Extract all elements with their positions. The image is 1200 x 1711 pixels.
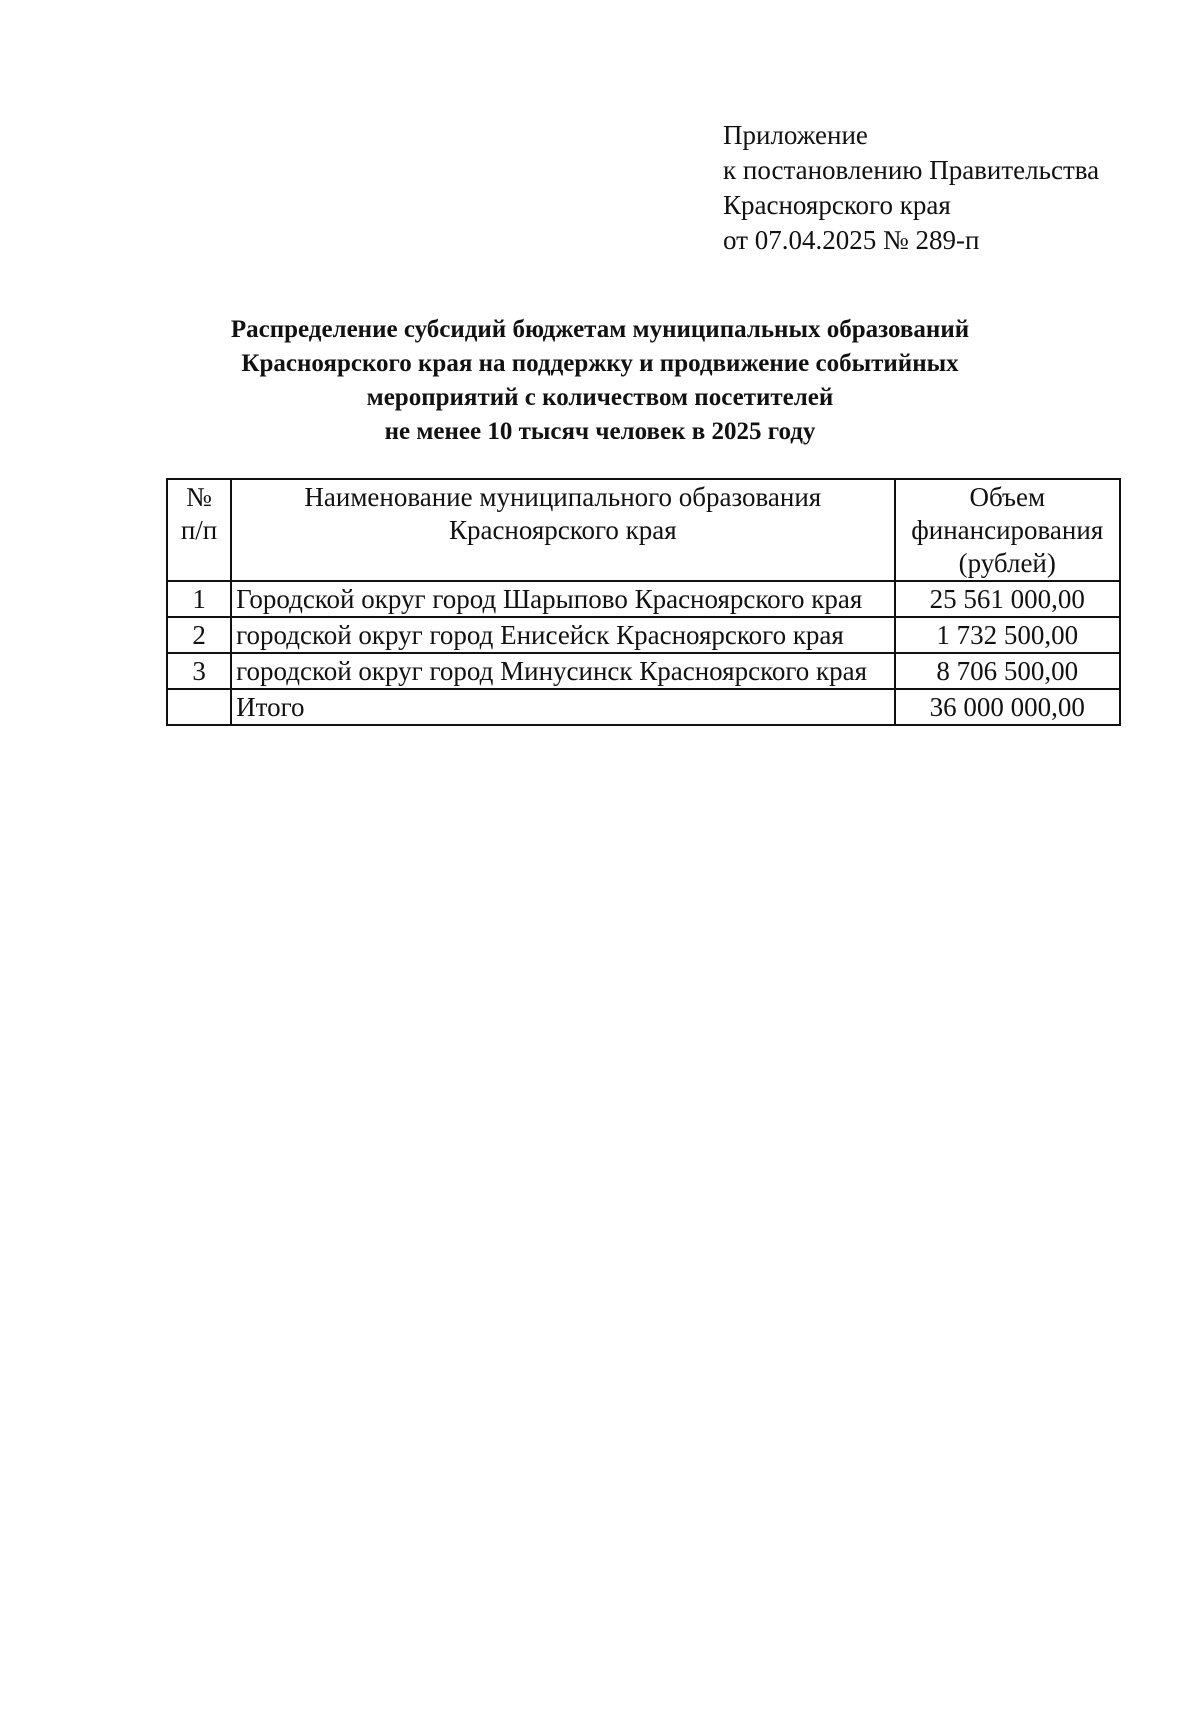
row-amount: 8 706 500,00 [895, 653, 1120, 689]
header-number-line-2: п/п [180, 515, 218, 545]
total-label: Итого [231, 689, 894, 725]
total-amount: 36 000 000,00 [895, 689, 1120, 725]
header-amount [895, 479, 1120, 581]
header-municipality-line-1: Наименование муниципального образования [304, 482, 822, 512]
title-line-4: не менее 10 тысяч человек в 2025 году [384, 418, 816, 445]
header-number-line-1: № [186, 482, 212, 512]
header-amount-line-3: (рублей) [958, 548, 1056, 578]
row-municipality: городской округ город Енисейск Красноярского края [231, 617, 894, 653]
row-amount: 25 561 000,00 [895, 581, 1120, 617]
row-number: 3 [167, 653, 231, 689]
document-title [150, 313, 1050, 449]
table-row [167, 617, 1120, 653]
annex-line-1: Приложение [723, 120, 868, 150]
header-number [167, 479, 231, 581]
row-municipality: городской округ город Минусинск Красноярского края [231, 653, 894, 689]
title-line-3: мероприятий с количеством посетителей [366, 384, 834, 411]
table-total-row [167, 689, 1120, 725]
table-row [167, 653, 1120, 689]
title-line-1: Распределение субсидий бюджетам муниципальных образований [230, 316, 970, 343]
total-number [167, 689, 231, 725]
row-number: 2 [167, 617, 231, 653]
header-municipality-line-2: Красноярского края [448, 515, 677, 545]
annex-line-3: Красноярского края [723, 190, 951, 220]
row-number: 1 [167, 581, 231, 617]
table-header-row [167, 479, 1120, 581]
title-line-2: Красноярского края на поддержку и продвижение событийных [241, 350, 959, 377]
annex-block [723, 118, 1099, 258]
header-amount-line-2: финансирования [911, 515, 1104, 545]
header-municipality [231, 479, 894, 581]
row-municipality: Городской округ город Шарыпово Красноярского края [231, 581, 894, 617]
annex-line-4: от 07.04.2025 № 289-п [723, 225, 980, 255]
row-amount: 1 732 500,00 [895, 617, 1120, 653]
header-amount-line-1: Объем [969, 482, 1046, 512]
table-row [167, 581, 1120, 617]
annex-line-2: к постановлению Правительства [723, 155, 1100, 185]
subsidy-distribution-table [166, 478, 1121, 726]
